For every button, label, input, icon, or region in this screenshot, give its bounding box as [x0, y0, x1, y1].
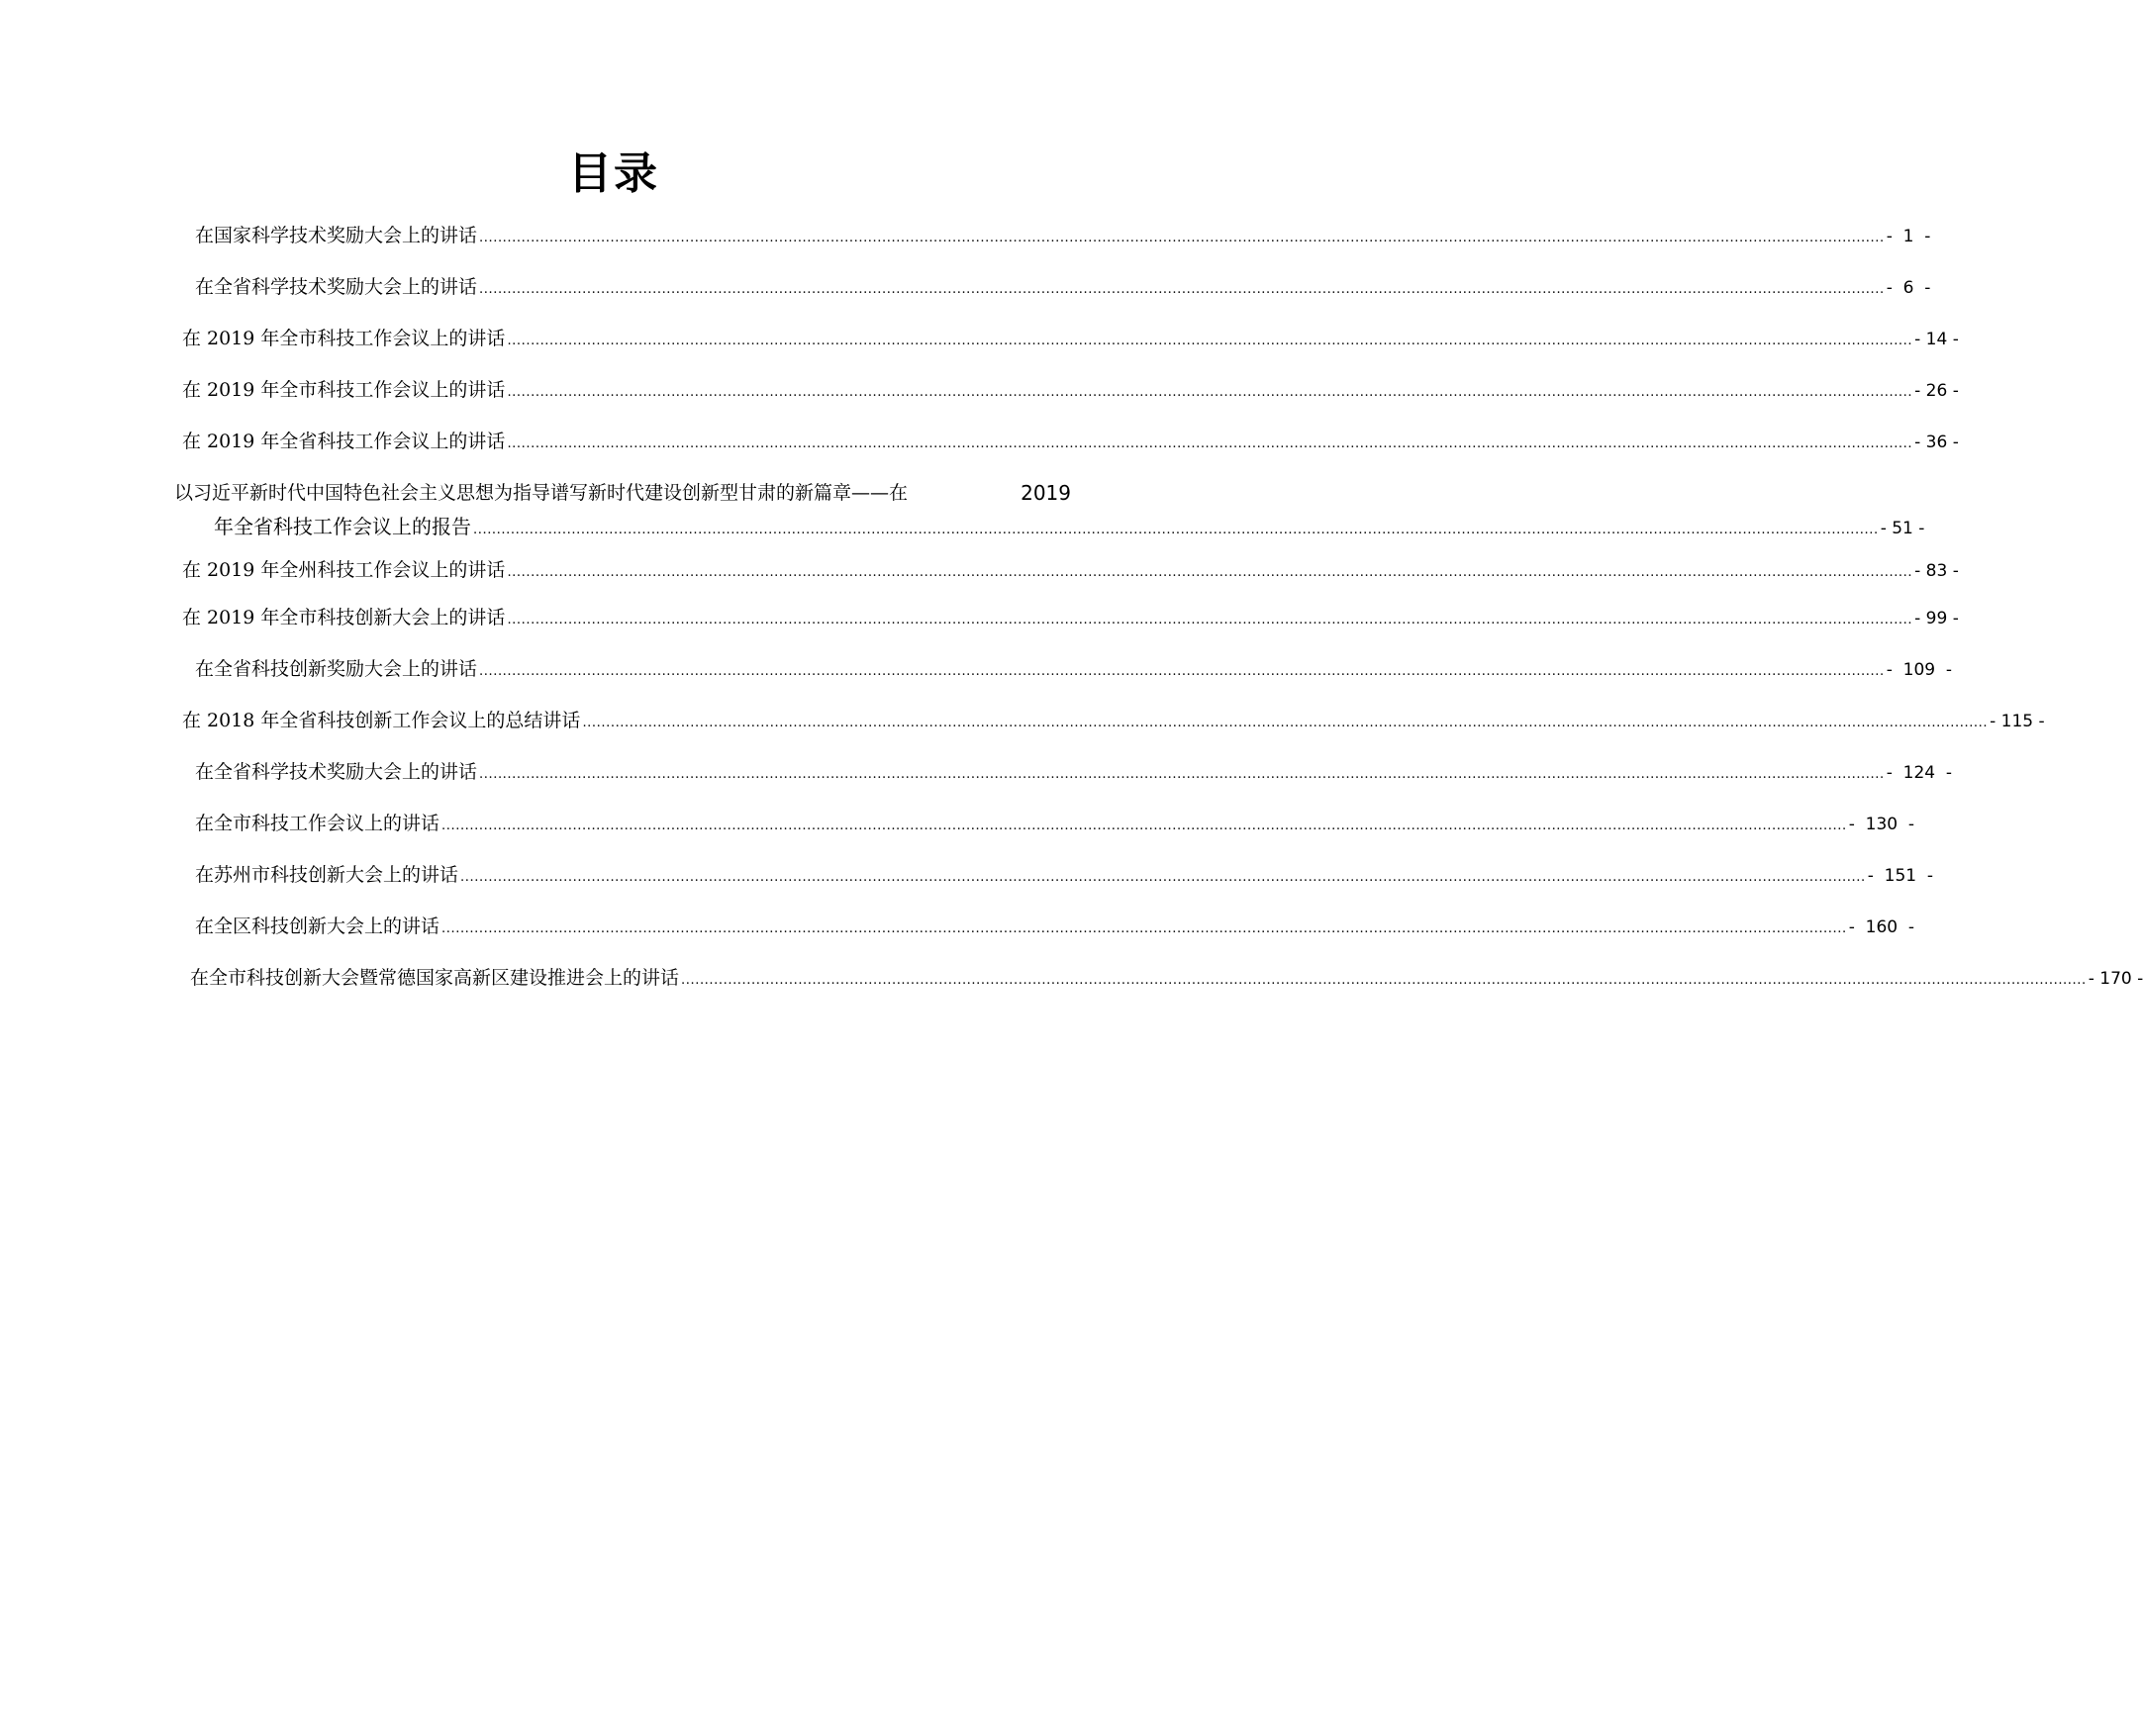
toc-entry-title-part1: 以习近平新时代中国特色社会主义思想为指导谱写新时代建设创新型甘肃的新篇章——在 [174, 482, 909, 504]
toc-entry-page: - 151 - [1867, 866, 1934, 886]
toc-entry[interactable] [195, 862, 1934, 891]
toc-entry[interactable] [195, 274, 1931, 303]
toc-entry-title: 在全省科技创新奖励大会上的讲话 [195, 658, 478, 680]
toc-leader-dots: ............................................................................................................................................................................................................................................................................................................ [473, 523, 1879, 537]
toc-entry-line1 [174, 480, 1071, 506]
toc-entry-page: - 124 - [1886, 763, 1953, 783]
toc-entry[interactable] [182, 605, 1959, 633]
toc-entry-title: 在 2019 年全市科技工作会议上的讲话 [182, 379, 506, 401]
toc-entry[interactable] [182, 557, 1959, 586]
toc-entry[interactable] [182, 429, 1959, 457]
toc-entry-page: - 130 - [1848, 815, 1915, 834]
toc-entry-title: 在全省科学技术奖励大会上的讲话 [195, 276, 478, 298]
toc-entry-page: - 51 - [1880, 519, 1925, 538]
toc-entry[interactable] [195, 656, 1953, 685]
toc-entry-title: 在全省科学技术奖励大会上的讲话 [195, 761, 478, 783]
toc-entry-title: 在国家科学技术奖励大会上的讲话 [195, 225, 478, 246]
toc-entry[interactable] [182, 326, 1959, 354]
toc-leader-dots: ............................................................................................................................................................................................................................................................................................................ [441, 921, 1847, 936]
toc-entry-title: 在 2019 年全州科技工作会议上的讲话 [182, 559, 506, 581]
toc-entry-page: - 99 - [1914, 609, 1959, 628]
toc-entry-page: - 14 - [1914, 330, 1959, 349]
toc-leader-dots: ............................................................................................................................................................................................................................................................................................................ [681, 973, 2087, 988]
toc-entry[interactable] [195, 914, 1915, 942]
toc-entry-page: - 109 - [1886, 660, 1953, 680]
toc-entry-title-part2: 年全省科技工作会议上的报告 [214, 515, 471, 538]
toc-leader-dots: ............................................................................................................................................................................................................................................................................................................ [507, 334, 1913, 348]
toc-entry[interactable] [182, 708, 2045, 736]
toc-leader-dots: ............................................................................................................................................................................................................................................................................................................ [507, 385, 1913, 400]
toc-entry-page: - 26 - [1914, 381, 1959, 401]
toc-entry-page: - 6 - [1886, 278, 1931, 298]
toc-leader-dots: ............................................................................................................................................................................................................................................................................................................ [507, 565, 1913, 580]
toc-entry[interactable] [195, 811, 1915, 839]
toc-leader-dots: ............................................................................................................................................................................................................................................................................................................ [479, 664, 1885, 679]
toc-entry[interactable] [195, 223, 1931, 251]
toc-entry-page: - 1 - [1886, 227, 1931, 246]
toc-entry-page: - 36 - [1914, 433, 1959, 452]
toc-entry-page: - 115 - [1990, 712, 2045, 731]
toc-leader-dots: ............................................................................................................................................................................................................................................................................................................ [479, 231, 1885, 245]
toc-entry-line2 [214, 514, 1925, 543]
toc-entry-title: 在全区科技创新大会上的讲话 [195, 916, 440, 937]
toc-leader-dots: ............................................................................................................................................................................................................................................................................................................ [507, 436, 1913, 451]
toc-leader-dots: ............................................................................................................................................................................................................................................................................................................ [479, 282, 1885, 297]
toc-entry-title: 在 2019 年全市科技创新大会上的讲话 [182, 607, 506, 628]
toc-leader-dots: ............................................................................................................................................................................................................................................................................................................ [441, 819, 1847, 833]
toc-entry-page: - 83 - [1914, 561, 1959, 581]
toc-entry-title: 在 2018 年全省科技创新工作会议上的总结讲话 [182, 710, 581, 731]
toc-entry-title: 在 2019 年全市科技工作会议上的讲话 [182, 328, 506, 349]
toc-entry-title: 在苏州市科技创新大会上的讲话 [195, 864, 459, 886]
toc-leader-dots: ............................................................................................................................................................................................................................................................................................................ [582, 716, 1989, 730]
toc-entry-title-year: 2019 [1021, 481, 1071, 505]
toc-entry[interactable] [190, 965, 2143, 994]
page-title: 目录 [568, 148, 659, 199]
toc-entry-long[interactable] [174, 480, 1925, 543]
toc-entry[interactable] [195, 759, 1953, 788]
toc-leader-dots: ............................................................................................................................................................................................................................................................................................................ [507, 613, 1913, 627]
toc-leader-dots: ............................................................................................................................................................................................................................................................................................................ [460, 870, 1866, 885]
toc-entry-title: 在全市科技创新大会暨常德国家高新区建设推进会上的讲话 [190, 967, 680, 989]
toc-entry-page: - 170 - [2088, 969, 2143, 989]
toc-leader-dots: ............................................................................................................................................................................................................................................................................................................ [479, 767, 1885, 782]
toc-entry-title: 在 2019 年全省科技工作会议上的讲话 [182, 431, 506, 452]
toc-entry[interactable] [182, 377, 1959, 406]
toc-entry-page: - 160 - [1848, 917, 1915, 937]
toc-entry-title: 在全市科技工作会议上的讲话 [195, 813, 440, 834]
